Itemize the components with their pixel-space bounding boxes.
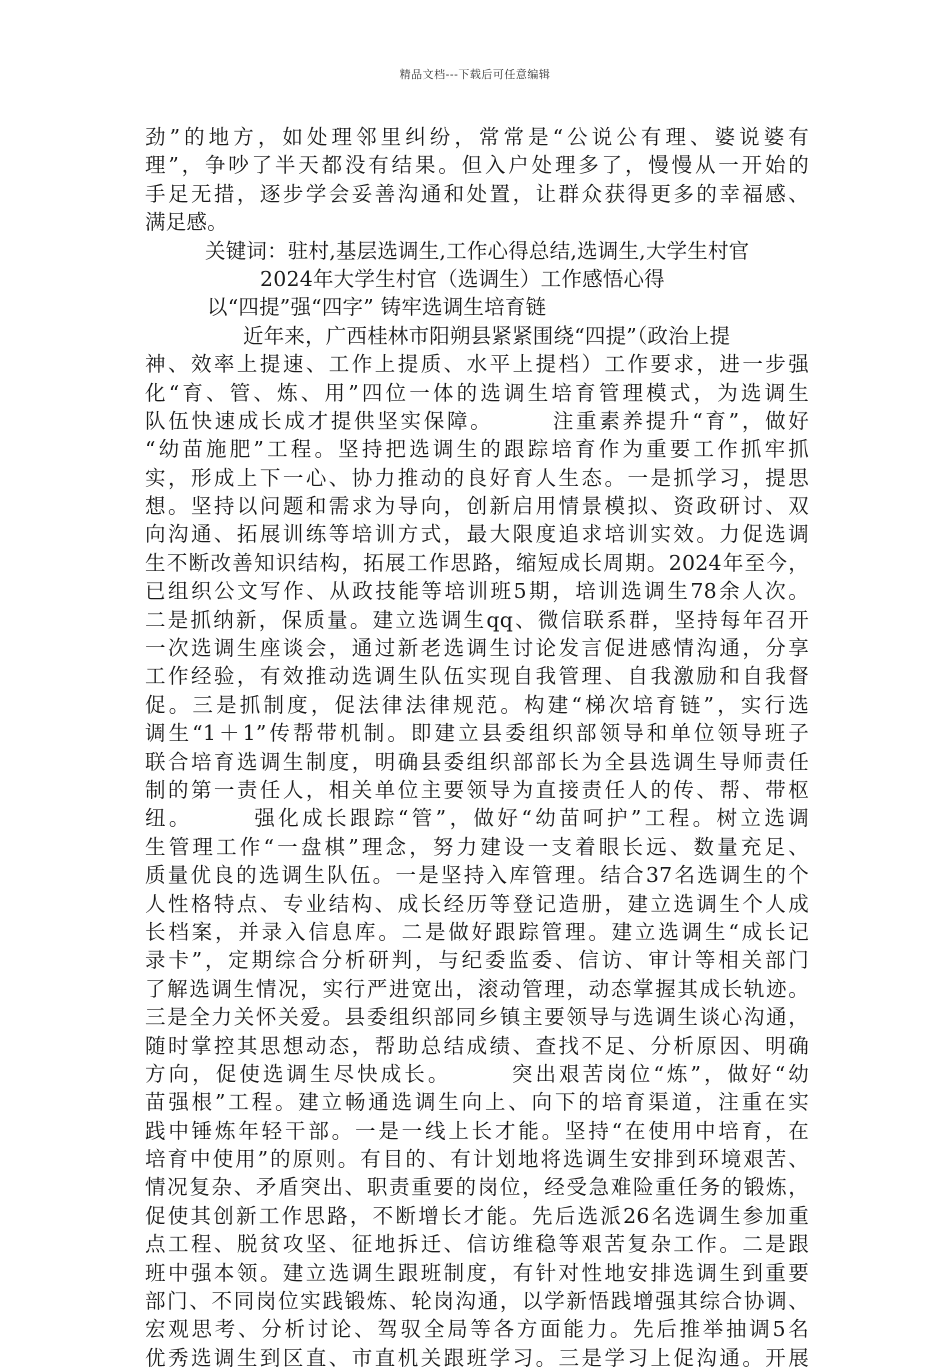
text-line: 点工程、脱贫攻坚、征地拆迁、信访维稳等艰苦复杂工作。二是跟 [145,1232,809,1257]
text-line: 实，形成上下一心、协力推动的良好育人生态。一是抓学习，提思 [145,465,809,490]
text-line: 部门、不同岗位实践锻炼、轮岗沟通，以学新悟践增强其综合协调、 [145,1289,809,1314]
text-line: 生管理工作“一盘棋”理念，努力建设一支着眼长远、数量充足、 [145,834,809,859]
text-line: 质量优良的选调生队伍。一是坚持入库管理。结合37名选调生的个 [145,863,809,888]
text-line: 班中强本领。建立选调生跟班制度，有针对性地安排选调生到重要 [145,1260,809,1285]
text-line: 制的第一责任人，相关单位主要领导为直接责任人的传、帮、带枢 [145,777,809,802]
text-line: 促。三是抓制度，促法律法律规范。构建“梯次培育链”，实行选 [145,692,809,717]
text-line: 近年来，广西桂林市阳朔县紧紧围绕“四提”（政治上提 [243,323,731,348]
text-line: 调生“1＋1”传帮带机制。即建立县委组织部领导和单位领导班子 [145,721,809,746]
text-line: 化“育、管、炼、用”四位一体的选调生培育管理模式，为选调生 [145,380,809,405]
document-header-note: 精品文档---下载后可任意编辑 [399,68,551,81]
text-line: 践中锤炼年轻干部。一是一线上长才能。坚持“在使用中培育，在 [145,1118,809,1143]
text-line: 关键词：驻村,基层选调生,工作心得总结,选调生,大学生村官 [205,238,750,263]
text-line: 一次选调生座谈会，通过新老选调生讨论发言促进感情沟通，分享 [145,636,809,661]
text-line: 了解选调生情况，实行严进宽出，滚动管理，动态掌握其成长轨迹。 [145,976,809,1001]
text-line: 队伍快速成长成才提供坚实保障。 注重素养提升“育”，做好 [145,408,809,433]
text-line: “幼苗施肥”工程。坚持把选调生的跟踪培育作为重要工作抓牢抓 [145,437,809,462]
text-line: 长档案，并录入信息库。二是做好跟踪管理。建立选调生“成长记 [145,919,809,944]
text-line: 促使其创新工作思路，不断增长才能。先后选派26名选调生参加重 [145,1203,809,1228]
text-line: 神、效率上提速、工作上提质、水平上提档）工作要求，进一步强 [145,352,809,377]
text-line: 联合培育选调生制度，明确县委组织部部长为全县选调生导师责任 [145,749,809,774]
text-line: 已组织公文写作、从政技能等培训班5期，培训选调生78余人次。 [145,579,809,604]
text-line: 人性格特点、专业结构、成长经历等登记造册，建立选调生个人成 [145,891,809,916]
text-line: 随时掌控其思想动态，帮助总结成绩、查找不足、分析原因、明确 [145,1033,809,1058]
text-line: 以“四提”强“四字” 铸牢选调生培育链 [207,295,547,320]
text-line: 满足感。 [145,210,228,235]
text-line: 苗强根”工程。建立畅通选调生向上、向下的培育渠道，注重在实 [145,1090,809,1115]
text-line: 纽。 强化成长跟踪“管”，做好“幼苗呵护”工程。树立选调 [145,806,809,831]
text-line: 想。坚持以问题和需求为导向，创新启用情景模拟、资政研讨、双 [145,494,809,519]
text-line: 手足无措，逐步学会妥善沟通和处置，让群众获得更多的幸福感、 [145,181,809,206]
text-line: 劲”的地方，如处理邻里纠纷，常常是“公说公有理、婆说婆有 [145,125,809,149]
text-line: 录卡”，定期综合分析研判，与纪委监委、信访、审计等相关部门 [145,948,809,973]
text-line: 二是抓纳新，保质量。建立选调生qq、微信联系群，坚持每年召开 [145,607,809,632]
text-line: 三是全力关怀关爱。县委组织部同乡镇主要领导与选调生谈心沟通， [145,1005,809,1030]
text-line: 优秀选调生到区直、市直机关跟班学习。三是学习上促沟通。开展 [145,1345,809,1370]
text-line: 情况复杂、矛盾突出、职责重要的岗位，经受急难险重任务的锻炼， [145,1175,809,1200]
text-line: 工作经验，有效推动选调生队伍实现自我管理、自我激励和自我督 [145,664,809,689]
document-body [145,123,809,1372]
text-line: 理”，争吵了半天都没有结果。但入户处理多了，慢慢从一开始的 [145,153,809,178]
text-line: 培育中使用”的原则。有目的、有计划地将选调生安排到环境艰苦、 [145,1147,809,1172]
text-line: 2024年大学生村官（选调生）工作感悟心得 [260,266,665,291]
text-line: 宏观思考、分析讨论、驾驭全局等各方面能力。先后推举抽调5名 [145,1317,809,1342]
text-line: 方向，促使选调生尽快成长。 突出艰苦岗位“炼”，做好“幼 [145,1061,809,1086]
text-line: 生不断改善知识结构，拓展工作思路，缩短成长周期。2024年至今， [145,550,809,575]
text-line: 向沟通、拓展训练等培训方式，最大限度追求培训实效。力促选调 [145,522,809,547]
